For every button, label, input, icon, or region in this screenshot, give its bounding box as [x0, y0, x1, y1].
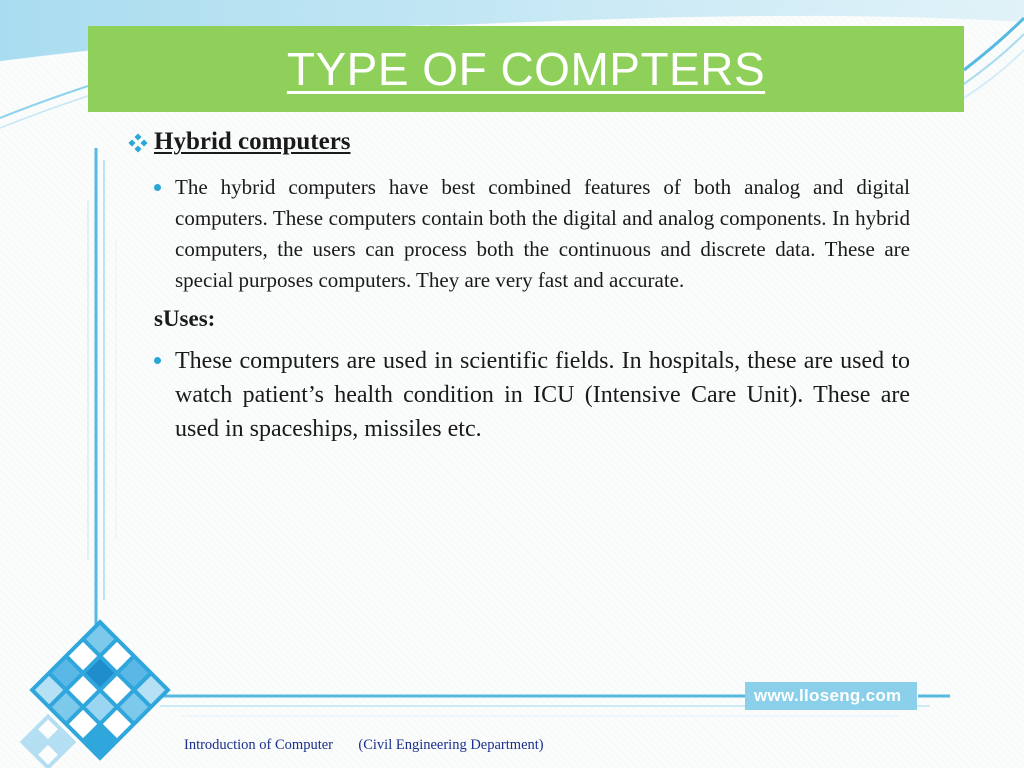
paragraph-text: These computers are used in scientific fields. In hospitals, these are used to watch patient’s health condition in ICU (Intensive Care Unit). These are used in spaceships, missiles etc. — [175, 348, 910, 442]
list-item — [154, 172, 910, 296]
footer-department: (Civil Engineering Department) — [358, 737, 544, 753]
uses-label: sUses: — [154, 306, 216, 331]
footer-course: Introduction of Computer — [184, 737, 334, 753]
paragraph-text: The hybrid computers have best combined features of both analog and digital computers. These computers contain both the digital and analog components. In hybrid computers, the users can process both the continuous and discrete data. These are special purposes computers. They are very fast and accurate. — [175, 175, 910, 292]
section-heading: Hybrid computers — [154, 128, 351, 155]
slide-title — [88, 26, 964, 112]
diamond-bullet-icon — [124, 130, 154, 160]
website-watermark: www.lloseng.com — [754, 686, 902, 705]
round-bullet-icon — [154, 184, 161, 191]
round-bullet-icon — [154, 357, 161, 364]
slide-title-text: TYPE OF COMPTERS — [286, 43, 766, 95]
slide-content — [124, 128, 910, 446]
section-heading-row — [124, 128, 910, 160]
slide-footer — [184, 737, 544, 754]
list-item — [154, 344, 910, 446]
